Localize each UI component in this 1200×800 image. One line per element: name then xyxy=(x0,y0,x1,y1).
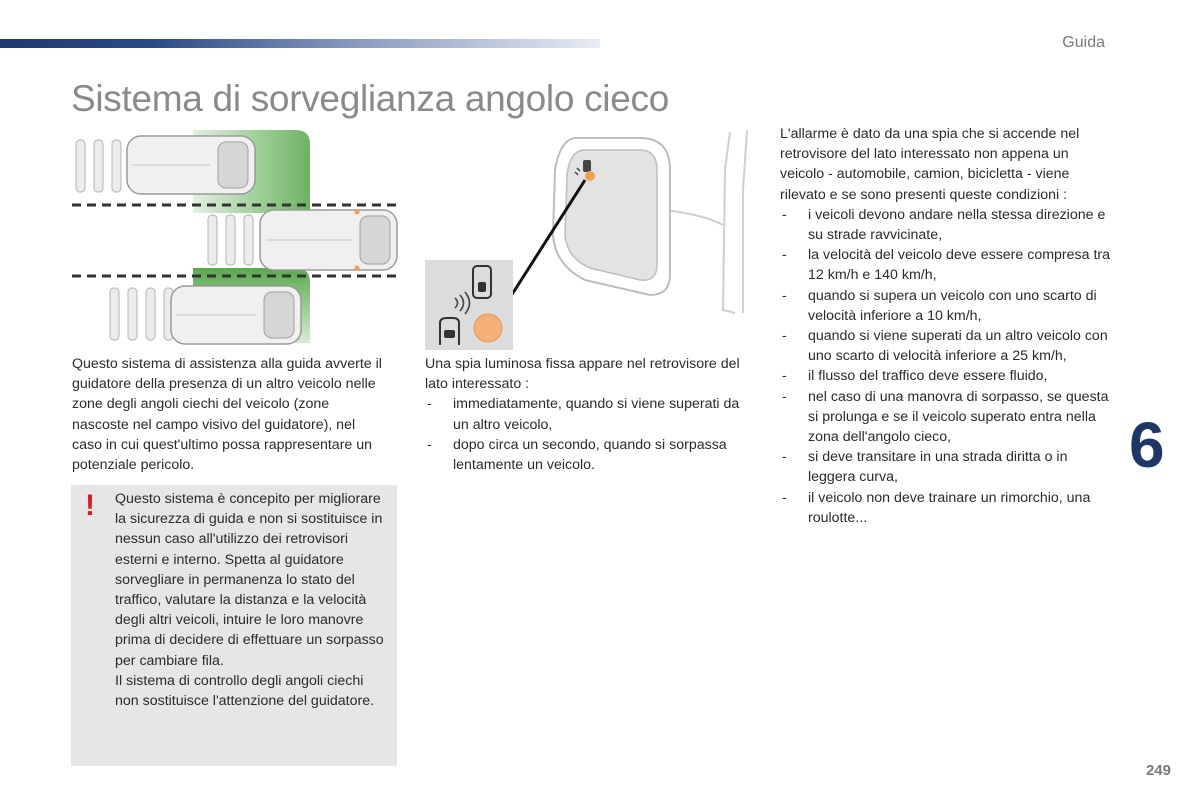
vehicle-door-outline xyxy=(665,130,747,313)
list-item: - immediatamente, quando si viene superati da un altro veicolo, xyxy=(425,394,755,434)
list-item: - il veicolo non deve trainare un rimorchio, una roulotte... xyxy=(780,488,1115,528)
chapter-number: 6 xyxy=(1129,409,1165,481)
alarm-intro: L'allarme è dato da una spia che si accende nel retrovisore del lato interessato non appena un veicolo - automobile, camion, bicicletta - viene rilevato e se sono presenti queste condizioni : xyxy=(780,126,1080,203)
warning-paragraph: Il sistema di controllo degli angoli ciechi non sostituisce l'attenzione del guidatore. xyxy=(115,672,375,710)
list-item: - quando si supera un veicolo con uno scarto di velocità inferiore a 10 km/h, xyxy=(780,286,1115,326)
alarm-section xyxy=(780,124,1115,528)
list-item: - la velocità del veicolo deve essere compresa tra 12 km/h e 140 km/h, xyxy=(780,245,1115,285)
list-item: - si deve transitare in una strada diritta o in leggera curva, xyxy=(780,447,1115,487)
list-item: - il flusso del traffico deve essere fluido, xyxy=(780,366,1115,386)
warning-paragraph: Questo sistema è concepito per migliorare la sicurezza di guida e non si sostituisce in nessun caso all'utilizzo dei retrovisori esterni e interno. Spetta al guidatore sorvegliare in permanenza lo stato del traffico, valutare la distanza e la velocità degli altri veicoli, intuire le loro manovre prima di decidere di effettuare un sorpasso per cambiare fila. xyxy=(115,491,384,669)
lamp-list xyxy=(425,394,755,475)
page-number: 249 xyxy=(1145,762,1171,779)
motion-trail-top xyxy=(76,140,121,192)
mirror-warning-lamp-illustration xyxy=(425,130,751,353)
alarm-conditions-list xyxy=(780,205,1115,528)
list-item: - dopo circa un secondo, quando si sorpassa lentamente un veicolo. xyxy=(425,435,755,475)
list-item: - quando si viene superati da un altro veicolo con uno scarto di velocità inferiore a 25 km/h, xyxy=(780,326,1115,366)
section-label: Guida xyxy=(1062,34,1105,51)
blind-spot-zones-illustration xyxy=(70,128,400,350)
list-item: - i veicoli devono andare nella stessa direzione e su strade ravvicinate, xyxy=(780,205,1115,245)
header-gradient-bar xyxy=(0,39,600,48)
motion-trail-middle xyxy=(208,215,253,265)
lamp-detail-inset xyxy=(425,260,513,350)
mirror-housing xyxy=(553,138,670,295)
warning-box xyxy=(71,485,397,766)
motion-trail-bottom xyxy=(110,288,173,340)
vehicle-top xyxy=(127,136,255,194)
list-item: - nel caso di una manovra di sorpasso, se questa si prolunga e se il veicolo superato entra nella zona dell'angolo cieco, xyxy=(780,387,1115,448)
lamp-section xyxy=(425,354,755,475)
vehicle-own xyxy=(260,210,397,271)
warning-text xyxy=(115,489,391,711)
page-title: Sistema di sorveglianza angolo cieco xyxy=(71,78,669,119)
warning-exclamation-icon: ! xyxy=(85,489,95,522)
intro-paragraph: Questo sistema di assistenza alla guida avverte il guidatore della presenza di un altro veicolo nelle zone degli angoli ciechi del veicolo (zone nascoste nel campo visivo del guidatore), nel caso in cui quest'ultimo possa rappresentare un potenziale pericolo. xyxy=(72,356,382,474)
vehicle-bottom xyxy=(171,286,301,344)
lamp-intro: Una spia luminosa fissa appare nel retrovisore del lato interessato : xyxy=(425,356,740,393)
